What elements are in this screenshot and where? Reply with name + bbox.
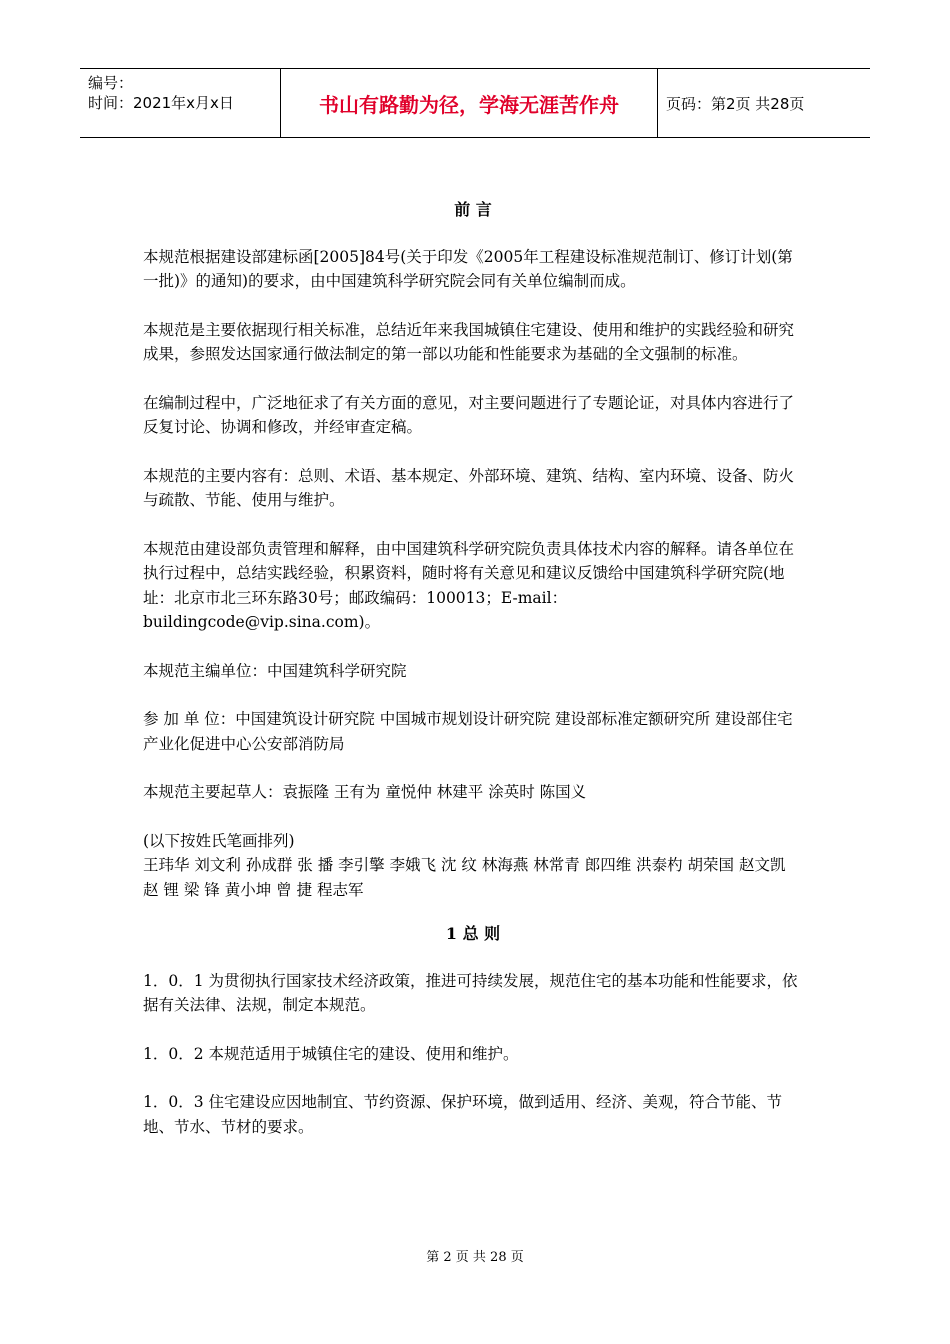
drafters-note: (以下按姓氏笔画排列)	[143, 831, 295, 850]
preface-paragraph: 本规范由建设部负责管理和解释，由中国建筑科学研究院负责具体技术内容的解释。请各单位在执行过程中，总结实践经验，积累资料，随时将有关意见和建议反馈给中国建筑科学研究院(地址：北京市北三环东路30号；邮政编码：100013；E-mail：buildingcode@vip.sina.com)。	[143, 539, 795, 631]
preface-paragraph: 本规范是主要依据现行相关标准，总结近年来我国城镇住宅建设、使用和维护的实践经验和研究成果，参照发达国家通行做法制定的第一部以功能和性能要求为基础的全文强制的标准。	[143, 320, 795, 363]
clause: 1．0．1 为贯彻执行国家技术经济政策，推进可持续发展，规范住宅的基本功能和性能要求，依据有关法律、法规，制定本规范。	[143, 971, 798, 1014]
page-footer: 第 2 页 共 28 页	[426, 1250, 524, 1265]
page-header	[80, 68, 870, 138]
header-meta	[80, 69, 280, 137]
preface-title: 前 言	[454, 200, 492, 219]
clause: 1．0．3 住宅建设应因地制宜、节约资源、保护环境，做到适用、经济、美观，符合节能、节地、节水、节材的要求。	[143, 1093, 783, 1136]
chief-editor: 本规范主编单位：中国建筑科学研究院	[143, 661, 407, 680]
main-drafters: 本规范主要起草人：袁振隆 王有为 童悦仲 林建平 涂英时 陈国义	[143, 783, 587, 801]
section-title: 1 总 则	[445, 924, 501, 943]
drafters-block	[143, 829, 803, 903]
header-motto: 书山有路勤为径，学海无涯苦作舟	[280, 69, 658, 137]
preface-paragraph: 在编制过程中，广泛地征求了有关方面的意见，对主要问题进行了专题论证，对具体内容进行了反复讨论、协调和修改，并经审查定稿。	[143, 393, 795, 436]
preface-paragraph: 本规范根据建设部建标函[2005]84号(关于印发《2005年工程建设标准规范制订、修订计划(第一批)》的通知)的要求，由中国建筑科学研究院会同有关单位编制而成。	[143, 247, 793, 290]
time-label: 时间：2021年x月x日	[88, 94, 234, 112]
preface-paragraph: 本规范的主要内容有：总则、术语、基本规定、外部环境、建筑、结构、室内环境、设备、防火与疏散、节能、使用与维护。	[143, 466, 795, 509]
document-body	[143, 198, 803, 1163]
participating-units: 参 加 单 位：中国建筑设计研究院 中国城市规划设计研究院 建设部标准定额研究所 建设部住宅产业化促进中心公安部消防局	[143, 710, 793, 753]
drafters-list: 王玮华 刘文利 孙成群 张 播 李引擎 李娥飞 沈 纹 林海燕 林常青 郎四维 洪泰杓 胡荣国 赵文凯 赵 锂 梁 锋 黄小坤 曾 捷 程志军	[143, 856, 786, 899]
clause: 1．0．2 本规范适用于城镇住宅的建设、使用和维护。	[143, 1044, 519, 1063]
id-label: 编号：	[88, 74, 134, 92]
header-page-info: 页码：第2页 共28页	[666, 94, 805, 113]
